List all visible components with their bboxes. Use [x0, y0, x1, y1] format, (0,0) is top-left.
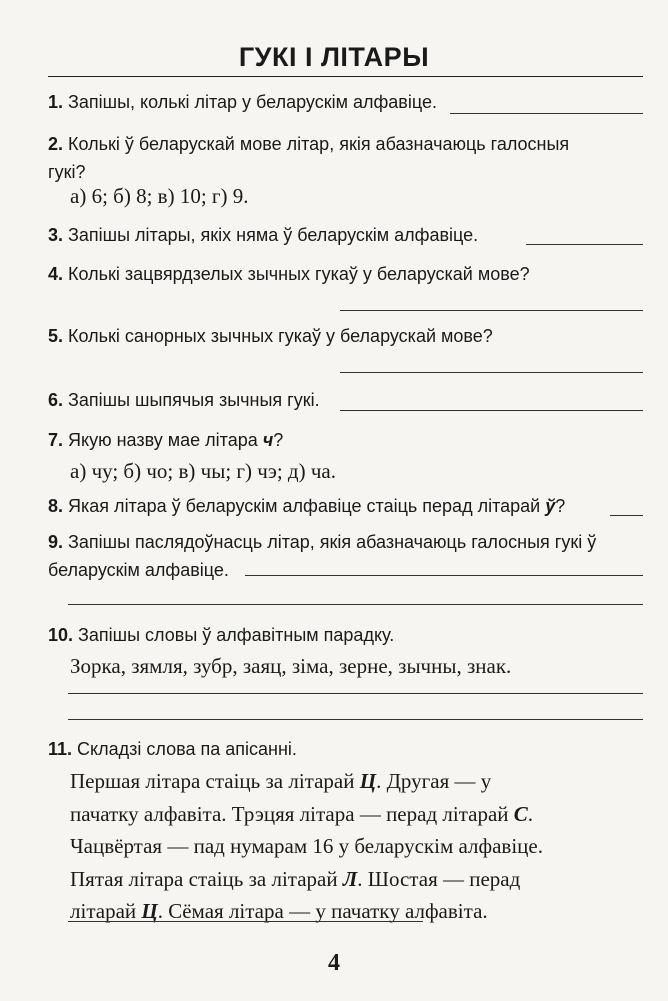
text: літарай — [70, 899, 137, 923]
description-line — [70, 895, 646, 928]
question-text: Запішы паслядоўнасць літар, якія абазначаюць галосныя гукі ў — [68, 532, 597, 552]
question-number: 4. — [48, 264, 64, 284]
question-10 — [48, 621, 648, 649]
question-text: Колькі зацвярдзелых зычных гукаў у беларускай мове? — [68, 264, 530, 284]
page-number: 4 — [328, 950, 340, 976]
answer-line[interactable] — [68, 719, 643, 720]
question-text: Складзі слова па апісанні. — [77, 739, 297, 759]
question-text: Колькі ў беларускай мове літар, якія абазначаюць галосныя — [68, 134, 570, 154]
answer-line[interactable] — [610, 515, 643, 516]
question-number: 9. — [48, 532, 64, 552]
text: пачатку алфавіта. Трэцяя літара — перад літарай — [70, 801, 509, 826]
answer-line[interactable] — [68, 604, 643, 605]
question-mark: ? — [555, 496, 566, 516]
highlighted-letter: Ц — [359, 769, 377, 793]
question-text: Запішы літары, якіх няма ў беларускім алфавіце. — [68, 225, 479, 245]
question-7 — [48, 426, 648, 454]
question-5 — [48, 322, 648, 350]
question-number: 1. — [48, 92, 64, 112]
question-number: 7. — [48, 430, 64, 450]
question-4 — [48, 260, 648, 288]
question-1 — [48, 88, 648, 116]
question-number: 8. — [48, 496, 64, 516]
question-2 — [48, 130, 648, 186]
question-text: Запішы словы ў алфавітным парадку. — [78, 625, 395, 645]
text: . — [527, 801, 534, 826]
answer-line[interactable] — [340, 310, 643, 311]
question-text-cont: беларускім алфавіце. — [48, 560, 229, 580]
highlighted-letter: Ц — [141, 899, 158, 923]
answer-line[interactable] — [340, 410, 643, 411]
title-underline — [48, 76, 643, 77]
answer-line[interactable] — [450, 113, 643, 114]
question-2-options: а) 6; б) 8; в) 10; г) 9. — [70, 184, 249, 208]
question-number: 2. — [48, 134, 64, 154]
question-number: 6. — [48, 390, 64, 410]
description-line — [70, 798, 646, 831]
description-line: Чацвёртая — пад нумарам 16 у беларускім алфавіце. — [70, 834, 543, 858]
question-11-description — [70, 765, 646, 928]
question-number: 11. — [48, 739, 73, 759]
question-text: Якую назву мае літара — [68, 430, 258, 450]
question-text-cont: гукі? — [48, 162, 86, 182]
question-text: Колькі санорных зычных гукаў у беларускай мове? — [68, 326, 493, 346]
question-11 — [48, 735, 648, 763]
highlighted-letter: Л — [342, 866, 358, 891]
text: . Другая — у — [376, 769, 492, 793]
highlighted-letter: ў — [545, 496, 556, 516]
answer-line[interactable] — [68, 921, 423, 922]
text: . Шостая — перад — [357, 866, 521, 891]
text: Першая літара стаіць за літарай — [70, 769, 355, 793]
description-line — [70, 863, 646, 896]
answer-line[interactable] — [340, 372, 643, 373]
question-text: Запішы шыпячыя зычныя гукі. — [68, 390, 320, 410]
question-text: Якая літара ў беларускім алфавіце стаіць перад літарай — [68, 496, 541, 516]
highlighted-letter: С — [513, 801, 528, 826]
answer-line[interactable] — [245, 575, 643, 576]
question-text: Запішы, колькі літар у беларускім алфавіце. — [68, 92, 437, 112]
description-line — [70, 765, 646, 798]
question-mark: ? — [273, 430, 284, 450]
question-number: 5. — [48, 326, 64, 346]
text: Пятая літара стаіць за літарай — [70, 866, 338, 891]
answer-line[interactable] — [526, 244, 643, 245]
question-10-words: Зорка, зямля, зубр, заяц, зіма, зерне, зычны, знак. — [70, 654, 512, 678]
answer-line[interactable] — [68, 693, 643, 694]
question-number: 3. — [48, 225, 64, 245]
question-number: 10. — [48, 625, 74, 645]
text: . Сёмая літара — у пачатку алфавіта. — [157, 899, 488, 923]
question-8 — [48, 492, 648, 520]
question-7-options: а) чу; б) чо; в) чы; г) чэ; д) ча. — [70, 459, 336, 483]
highlighted-letter: ч — [262, 430, 274, 450]
page-title: ГУКІ І ЛІТАРЫ — [238, 42, 430, 72]
